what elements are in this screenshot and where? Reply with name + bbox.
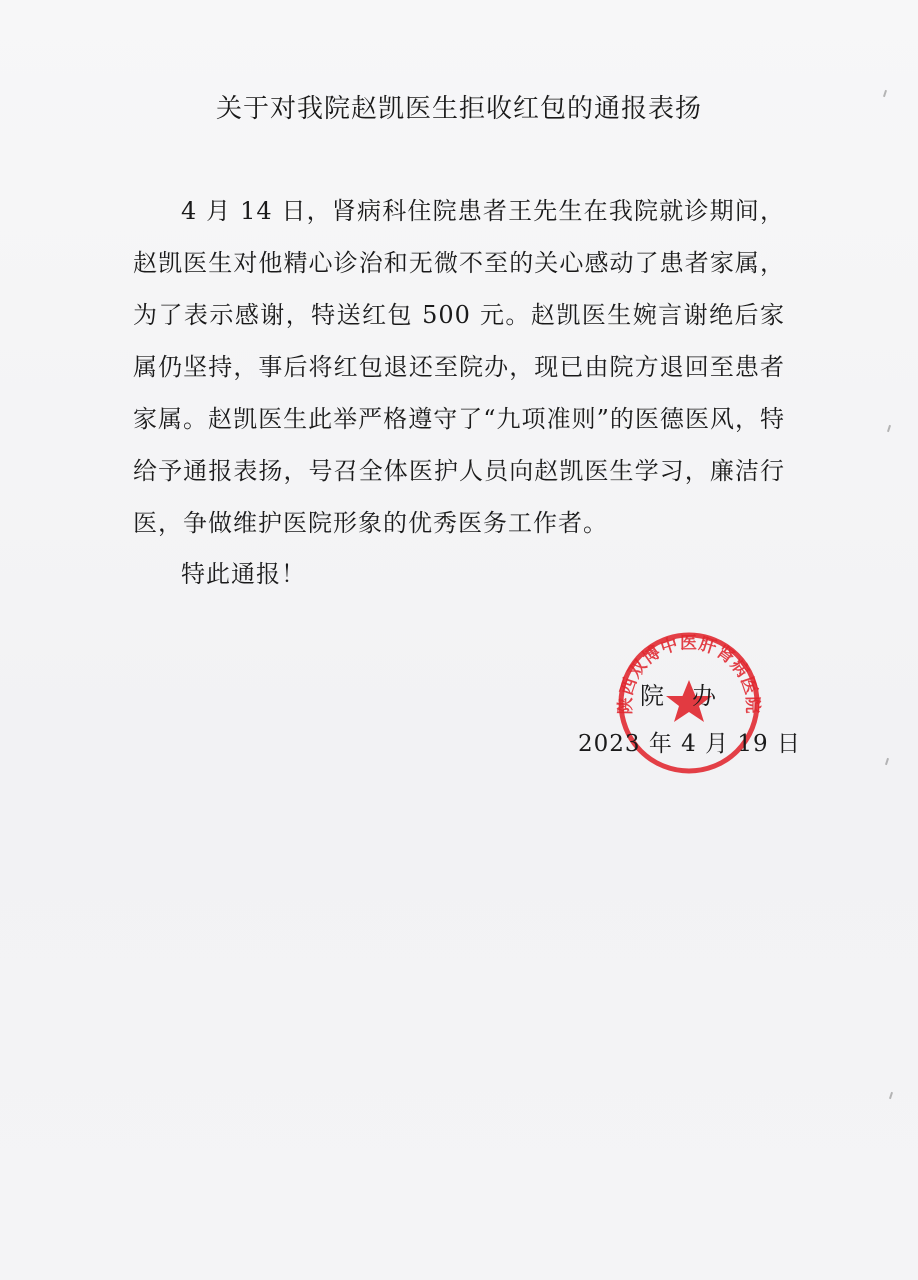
issuer-name: 院办 (640, 682, 744, 710)
seal-text: 陕西双博中医肝肾病医院 (616, 633, 762, 715)
scan-speck (885, 758, 889, 765)
document-date: 2023 年 4 月 19 日 (578, 731, 801, 757)
document-body: 4 月 14 日，肾病科住院患者王先生在我院就诊期间，赵凯医生对他精心诊治和无微不至的关心感动了患者家属，为了表示感谢，特送红包 500 元。赵凯医生婉言谢绝后家属仍坚持，事后将红包退还至院办，现已由院方退回至患者家属。赵凯医生此举严格遵守了“九项准则”的医德医风，特给予通报表扬，号召全体医护人员向赵凯医生学习，廉洁行医，争做维护医院形象的优秀医务工作者。 (133, 197, 785, 537)
closing-line: 特此通报！ (181, 560, 306, 588)
scan-speck (889, 1092, 893, 1099)
scan-speck (887, 425, 891, 432)
document-title: 关于对我院赵凯医生拒收红包的通报表扬 (215, 94, 702, 124)
